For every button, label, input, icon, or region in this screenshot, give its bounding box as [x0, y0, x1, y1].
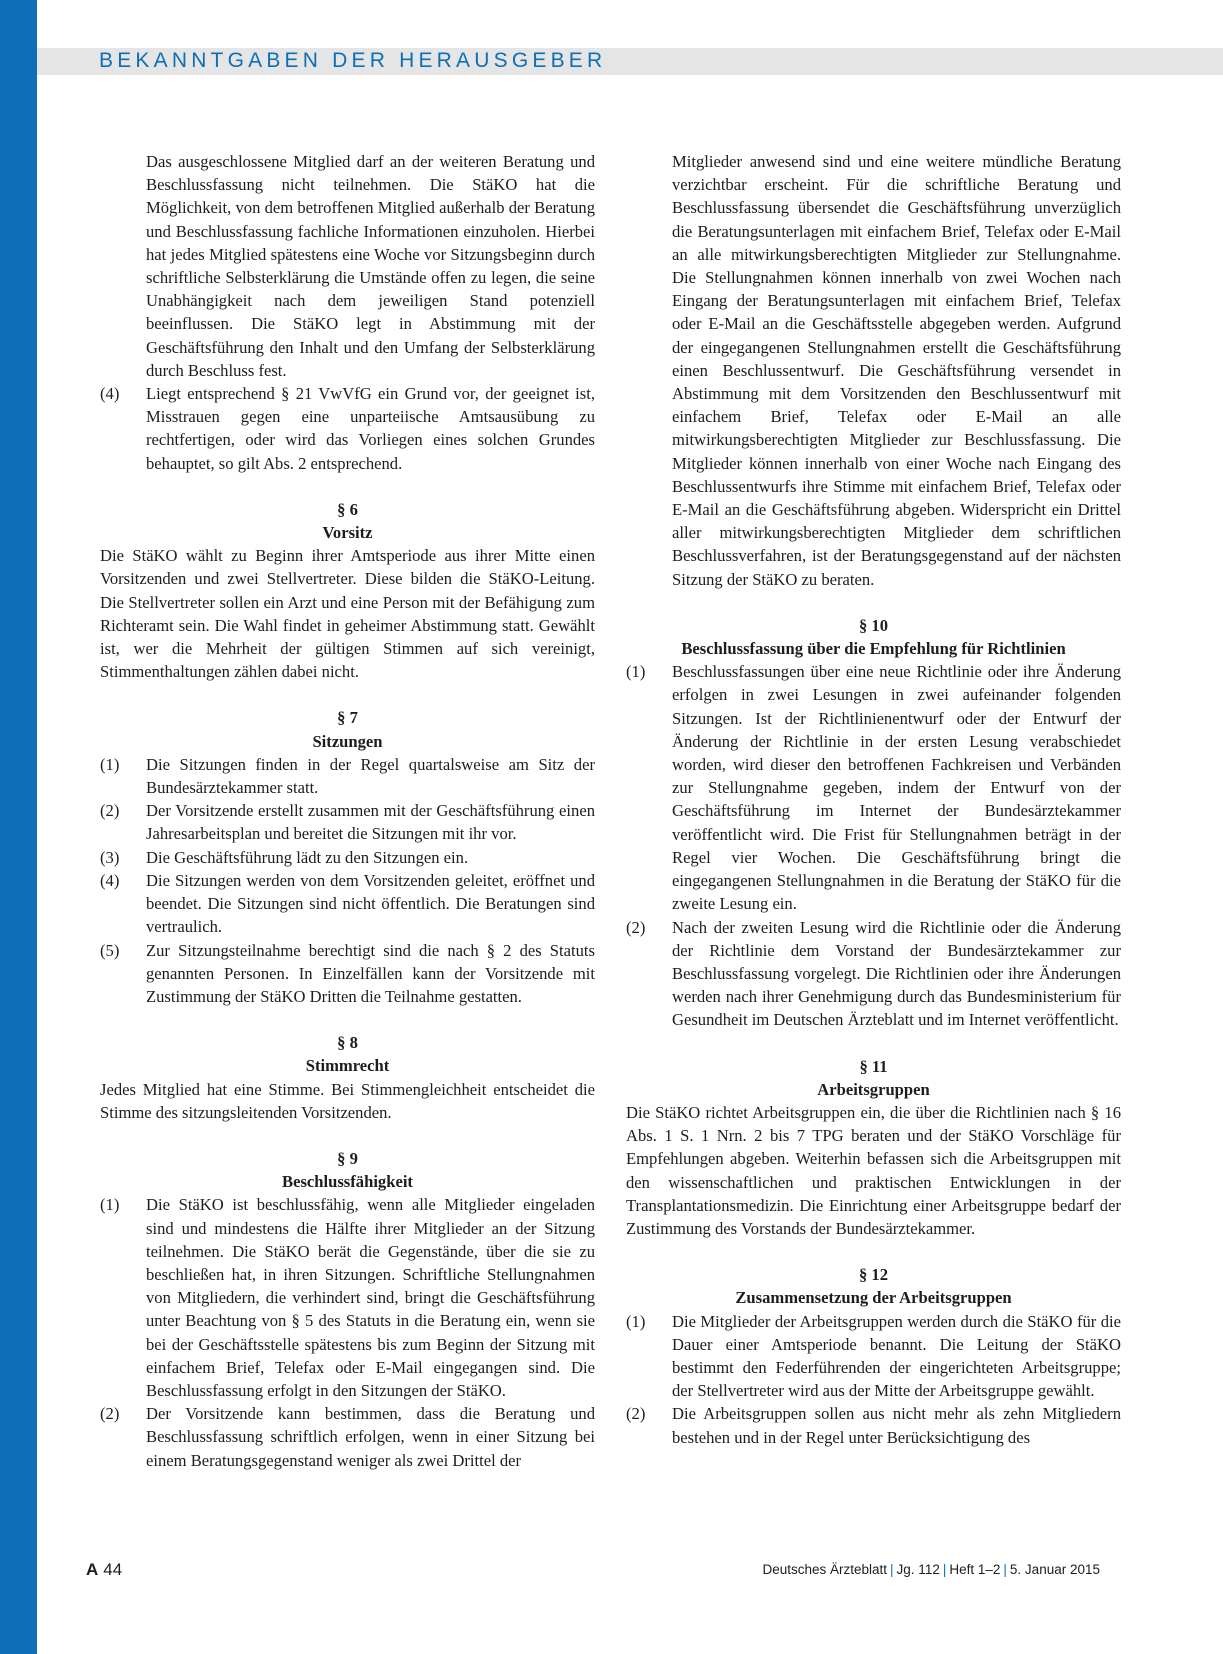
right-column — [626, 150, 1121, 1449]
list-item — [626, 1310, 1121, 1403]
page-number-value: 44 — [103, 1560, 123, 1579]
item-number: (4) — [100, 384, 120, 404]
section-number: § 12 — [858, 1265, 889, 1285]
list-item — [626, 660, 1121, 915]
section-header — [37, 48, 1223, 75]
section-title: Beschlussfähigkeit — [282, 1172, 413, 1192]
section-title: Zusammensetzung der Arbeitsgruppen — [735, 1288, 1012, 1308]
section-number: § 10 — [858, 615, 889, 635]
item-text: Die StäKO ist beschlussfähig, wenn alle Mitglieder eingeladen sind und mindestens die Hälfte ihrer Mitglieder an der Sitzung teilnehmen. Die StäKO berät die Gegenstände, über die sie zu beschließen hat, in ihren Sitzungen. Schriftliche Stellungnahmen von Mitgliedern, die verhindert sind, bringt die Geschäftsführung unter Beachtung von § 5 des Statuts in die Beratung ein, wenn sie bei der Geschäftsstelle spätestens bis zum Beginn der Sitzung mit einfachem Brief, Telefax oder E-Mail eingegangen sind. Die Beschlussfassung erfolgt in den Sitzungen der StäKO. — [146, 1195, 595, 1400]
separator: | — [890, 1562, 894, 1577]
journal-issue: Heft 1–2 — [949, 1562, 1001, 1577]
item-text: Die Arbeitsgruppen sollen aus nicht mehr als zehn Mitgliedern bestehen und in der Regel unter Berücksichtigung des — [672, 1404, 1121, 1447]
list-item — [626, 916, 1121, 1032]
item-number: (1) — [626, 1311, 646, 1331]
paragraph: Das ausgeschlossene Mitglied darf an der weiteren Beratung und Beschlussfassung nicht teilnehmen. Die StäKO hat die Möglichkeit, von dem betroffenen Mitglied außerhalb der Beratung und Beschlussfassung fachliche Informationen einzuholen. Hierbei hat jedes Mitglied spätestens eine Woche vor Sitzungsbeginn durch schriftliche Selbsterklärung die Umstände offen zu legen, die seine Unabhängigkeit nach dem jeweiligen Stand potenziell beeinflussen. Die StäKO legt in Abstimmung mit der Geschäftsführung den Inhalt und den Umfang der Selbsterklärung durch Beschluss fest. — [146, 152, 595, 380]
list-item — [100, 1193, 595, 1402]
section-number: § 11 — [859, 1056, 888, 1076]
left-accent-bar — [0, 0, 37, 1654]
publication-info — [762, 1562, 1100, 1577]
paragraph: Mitglieder anwesend sind und eine weitere mündliche Beratung verzichtbar erscheint. Für die schriftliche Beratung und Beschlussfassung übersendet die Geschäftsführung unverzüglich die Beratungsunterlagen mit einfachem Brief, Telefax oder E-Mail an alle mitwirkungsberechtigten Mitglieder zur Stellungnahme. Die Stellungnahmen können innerhalb von zwei Wochen nach Eingang der Beratungsunterlagen mit einfachem Brief, Telefax oder E-Mail an die Geschäftsstelle abgegeben werden. Aufgrund der eingegangenen Stellungnahmen erstellt die Geschäftsführung einen Beschlussentwurf. Die Geschäftsführung versendet in Abstimmung mit dem Vorsitzenden den Beschlussentwurf mit einfachem Brief, Telefax oder E-Mail an alle mitwirkungsberechtigten Mitglieder zur Beschlussfassung. Die Mitglieder können innerhalb von einer Woche nach Eingang des Beschlussentwurfs ihre Stimme mit einfachem Brief, Telefax oder E-Mail an die Geschäftsführung abgeben. Widerspricht ein Drittel aller mitwirkungsberechtigten Mitglieder dem schriftlichen Beschlussverfahren, ist der Beratungsgegenstand auf der nächsten Sitzung der StäKO zu beraten. — [672, 152, 1121, 589]
journal-name: Deutsches Ärzteblatt — [762, 1562, 888, 1577]
list-item — [100, 1402, 595, 1472]
paragraph: Die StäKO richtet Arbeitsgruppen ein, die über die Richtlinien nach § 16 Abs. 1 S. 1 Nrn. 2 bis 7 TPG beraten und der StäKO Vorschläge für Empfehlungen abgeben. Weiterhin befassen sich die Arbeitsgruppen mit den wissenschaftlichen und praktischen Entwicklungen in der Transplantationsmedizin. Die Einrichtung einer Arbeitsgruppe bedarf der Zustimmung des Vorstands der Bundesärztekammer. — [626, 1102, 1121, 1238]
item-number: (5) — [100, 940, 120, 960]
list-item — [100, 799, 595, 845]
list-item — [100, 753, 595, 799]
item-number: (2) — [626, 1404, 646, 1424]
paragraph: Jedes Mitglied hat eine Stimme. Bei Stimmengleichheit entscheidet die Stimme des sitzungsleitenden Vorsitzenden. — [100, 1079, 595, 1122]
journal-volume: Jg. 112 — [896, 1562, 940, 1577]
section-title: Sitzungen — [312, 731, 383, 751]
section-title: Beschlussfassung über die Empfehlung für Richtlinien — [681, 639, 1066, 659]
section-title: Vorsitz — [322, 523, 373, 543]
item-number: (2) — [100, 1404, 120, 1424]
section-number: § 9 — [337, 1148, 358, 1168]
list-item — [100, 846, 595, 869]
page-footer — [0, 1560, 1223, 1584]
item-text: Zur Sitzungsteilnahme berechtigt sind die nach § 2 des Statuts genannten Personen. In Einzelfällen kann der Vorsitzende mit Zustimmung der StäKO Dritten die Teilnahme gestatten. — [146, 940, 595, 1006]
item-text: Nach der zweiten Lesung wird die Richtlinie oder die Änderung der Richtlinie dem Vorstand der Bundesärztekammer zur Beschlussfassung vorgelegt. Die Richtlinien oder ihre Änderungen werden nach ihrer Genehmigung durch das Bundesministerium für Gesundheit im Deutschen Ärzteblatt und im Internet veröffentlicht. — [672, 917, 1121, 1030]
item-text: Die Sitzungen werden von dem Vorsitzenden geleitet, eröffnet und beendet. Die Sitzungen sind nicht öffentlich. Die Beratungen sind vertraulich. — [146, 870, 595, 937]
item-text: Der Vorsitzende erstellt zusammen mit der Geschäftsführung einen Jahresarbeitsplan und bereitet die Sitzungen mit ihr vor. — [146, 801, 595, 844]
journal-date: 5. Januar 2015 — [1009, 1562, 1100, 1577]
item-number: (2) — [100, 801, 120, 821]
item-number: (1) — [626, 662, 646, 682]
item-text: Die Mitglieder der Arbeitsgruppen werden durch die StäKO für die Dauer einer Amtsperiode benannt. Die Leitung der StäKO bestimmt den Federführenden der eingerichteten Arbeitsgruppe; der Stellvertreter wird aus der Mitte der Arbeitsgruppe gewählt. — [672, 1311, 1121, 1401]
section-header-title: BEKANNTGABEN DER HERAUSGEBER — [99, 49, 607, 72]
item-number: (1) — [100, 1195, 120, 1215]
section-number: § 7 — [337, 708, 358, 728]
list-item — [100, 869, 595, 939]
section-number: § 8 — [337, 1033, 358, 1053]
item-text: Die Geschäftsführung lädt zu den Sitzungen ein. — [146, 847, 469, 867]
list-item — [626, 1402, 1121, 1448]
item-number: (3) — [100, 847, 120, 867]
section-title: Arbeitsgruppen — [817, 1079, 930, 1099]
section-title: Stimmrecht — [305, 1056, 390, 1076]
left-column — [100, 150, 595, 1472]
item-number: (1) — [100, 754, 120, 774]
item-text: Die Sitzungen finden in der Regel quartalsweise am Sitz der Bundesärztekammer statt. — [146, 754, 595, 798]
paragraph: Die StäKO wählt zu Beginn ihrer Amtsperiode aus ihrer Mitte einen Vorsitzenden und zwei Stellvertreter. Diese bilden die StäKO-Leitung. Die Stellvertreter sollen ein Arzt und eine Person mit der Befähigung zum Richteramt sein. Die Wahl findet in geheimer Abstimmung statt. Gewählt ist, wer die Mehrheit der gültigen Stimmen auf sich vereinigt, Stimmenthaltungen zählen dabei nicht. — [100, 546, 595, 682]
page-letter: A — [86, 1560, 99, 1579]
separator: | — [1003, 1562, 1007, 1577]
item-text: Der Vorsitzende kann bestimmen, dass die Beratung und Beschlussfassung schriftlich erfolgen, wenn in einer Sitzung bei einem Beratungsgegenstand weniger als zwei Drittel der — [146, 1404, 595, 1470]
section-number: § 6 — [337, 499, 358, 519]
item-text: Liegt entsprechend § 21 VwVfG ein Grund vor, der geeignet ist, Misstrauen gegen eine unparteiische Amtsausübung zu rechtfertigen, oder wird das Vorliegen eines solchen Grundes behauptet, so gilt Abs. 2 entsprechend. — [146, 384, 595, 473]
item-number: (4) — [100, 870, 120, 890]
item-text: Beschlussfassungen über eine neue Richtlinie oder ihre Änderung erfolgen in zwei Lesungen in zwei aufeinander folgenden Sitzungen. Ist der Richtlinienentwurf oder der Entwurf der Änderung der Richtlinie in der ersten Lesung verabschiedet worden, wird dieser den betroffenen Fachkreisen und Verbänden zur Stellungnahme gegeben, indem der Entwurf von der Geschäftsführung im Internet der Bundesärztekammer veröffentlicht wird. Die Frist für Stellungnahmen beträgt in der Regel vier Wochen. Die Geschäftsführung bringt die eingegangenen Stellungnahmen in die Beratung der StäKO für die zweite Lesung ein. — [672, 662, 1121, 914]
separator: | — [942, 1562, 947, 1577]
item-number: (2) — [626, 917, 646, 937]
list-item — [100, 939, 595, 1009]
page-number — [86, 1560, 122, 1580]
list-item — [100, 382, 595, 475]
